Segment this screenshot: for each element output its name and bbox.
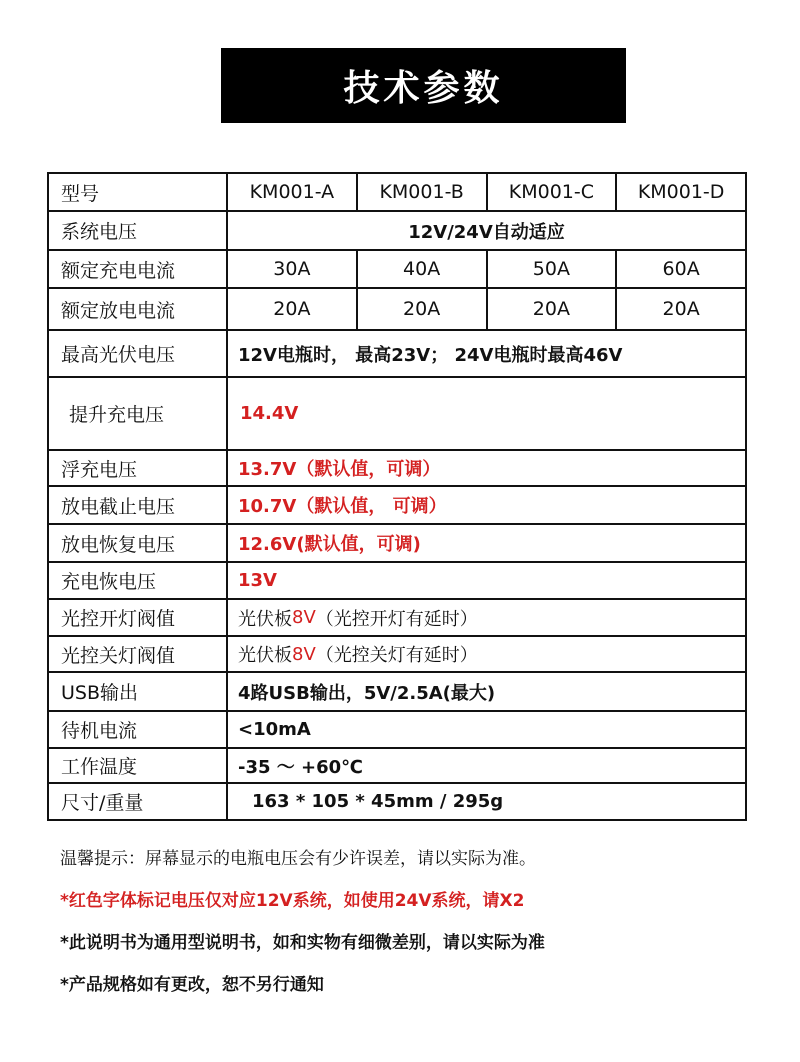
model-d: KM001-D: [637, 181, 725, 203]
row-label: 额定充电电流: [49, 251, 228, 287]
row-label: 放电截止电压: [49, 487, 228, 523]
row-value: 10.7V（默认值， 可调）: [238, 496, 447, 517]
cell-value: 20A: [488, 289, 618, 329]
row-label: 型号: [49, 174, 228, 210]
value-prefix: 光伏板: [238, 608, 292, 630]
row-label: 尺寸/重量: [49, 784, 228, 819]
cell-value: 50A: [488, 251, 618, 287]
row-label: 额定放电电流: [49, 289, 228, 329]
row-label: 待机电流: [49, 712, 228, 747]
row-value: 13.7V（默认值，可调）: [238, 459, 441, 480]
table-row-temp: [49, 749, 745, 784]
note-tip: 温馨提示：屏幕显示的电瓶电压会有少许误差，请以实际为准。: [60, 849, 536, 869]
cell-value: 20A: [358, 289, 488, 329]
note-manual: *此说明书为通用型说明书，如和实物有细微差别，请以实际为准: [60, 933, 545, 953]
row-value: <10mA: [238, 719, 311, 740]
cell-value: 60A: [662, 258, 700, 280]
table-row-max-pv: [49, 331, 745, 378]
row-label: 提升充电压: [49, 378, 228, 449]
note-red-voltage: *红色字体标记电压仅对应12V系统，如使用24V系统，请X2: [60, 891, 525, 911]
cell-value: 30A: [228, 251, 358, 287]
table-row-charge-recovery: [49, 563, 745, 600]
row-label: 放电恢复电压: [49, 525, 228, 561]
table-row-size: [49, 784, 745, 819]
table-row-float: [49, 451, 745, 487]
value-volt: 8V: [292, 643, 316, 665]
table-row-light-off: [49, 637, 745, 673]
notes: [60, 848, 760, 1016]
page-title: 技术参数: [221, 48, 626, 123]
table-row-rated-discharge: [49, 289, 745, 331]
value-prefix: 光伏板: [238, 645, 292, 666]
table-row-light-on: [49, 600, 745, 637]
row-value: -35 ～ +60℃: [238, 756, 363, 778]
row-label: 系统电压: [49, 212, 228, 249]
row-label: 浮充电压: [49, 451, 228, 485]
value-suffix: （光控开灯有延时）: [315, 608, 478, 630]
row-value: 13V: [238, 570, 277, 591]
row-value: 12V电瓶时， 最高23V； 24V电瓶时最高46V: [238, 344, 623, 366]
row-value: 12.6V(默认值，可调): [238, 534, 421, 555]
value-volt: 8V: [292, 607, 316, 628]
row-label: 工作温度: [49, 749, 228, 782]
row-label: 光控开灯阀值: [49, 600, 228, 635]
spec-table: [47, 172, 747, 821]
row-value: [228, 600, 745, 635]
row-label: 充电恢电压: [49, 563, 228, 598]
table-row-standby: [49, 712, 745, 749]
model-a: KM001-A: [228, 174, 358, 210]
row-value: 4路USB输出，5V/2.5A(最大): [238, 682, 496, 704]
table-row-rated-charge: [49, 251, 745, 289]
row-value: 163 * 105 * 45mm / 295g: [252, 791, 504, 812]
cell-value: 20A: [662, 298, 700, 320]
table-row-usb: [49, 673, 745, 712]
cell-value: 40A: [358, 251, 488, 287]
row-value: 12V/24V自动适应: [408, 221, 565, 243]
value-suffix: （光控关灯有延时）: [315, 645, 478, 666]
note-change: *产品规格如有更改，恕不另行通知: [60, 975, 324, 995]
table-row-cutoff: [49, 487, 745, 525]
model-b: KM001-B: [358, 174, 488, 210]
model-c: KM001-C: [488, 174, 618, 210]
row-label: 最高光伏电压: [49, 331, 228, 376]
table-row-recovery: [49, 525, 745, 563]
row-label: USB输出: [49, 673, 228, 710]
table-row-model: [49, 174, 745, 212]
table-row-boost: [49, 378, 745, 451]
row-label: 光控关灯阀值: [49, 637, 228, 671]
row-value: 14.4V: [240, 403, 299, 424]
table-row-system-voltage: [49, 212, 745, 251]
row-value: [228, 637, 745, 671]
cell-value: 20A: [228, 289, 358, 329]
